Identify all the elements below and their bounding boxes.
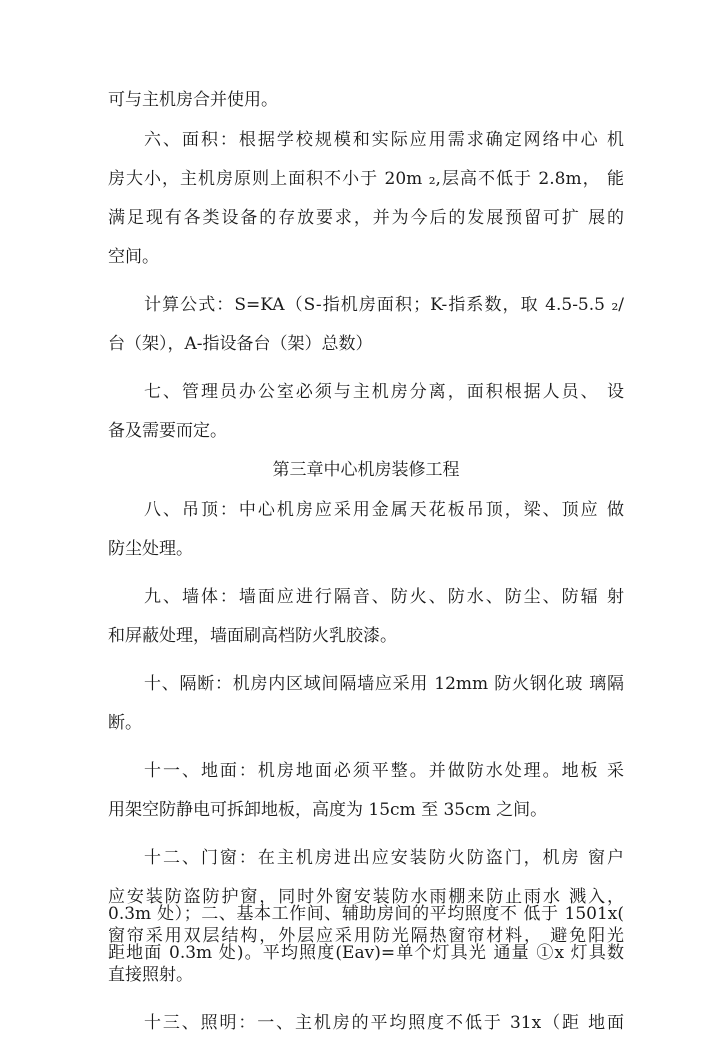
text-line: 满足现有各类设备的存放要求，并为今后的发展预留可扩 展的 bbox=[108, 208, 624, 228]
paragraph-lighting: 十三、照明：一、主机房的平均照度不低于 31x（距 地面 bbox=[144, 1013, 624, 1033]
paragraph-floor: 十一、地面：机房地面必须平整。并做防水处理。地板 采 bbox=[144, 761, 624, 781]
paragraph-ceiling: 八、吊顶：中心机房应采用金属天花板吊顶，梁、顶应 做 bbox=[144, 500, 624, 520]
text-line: 距地面 0.3m 处)。平均照度(Eav)=单个灯具光 通量 ①x 灯具数 bbox=[108, 943, 624, 963]
text-line: 0.3m 处）；二、基本工作间、辅助房间的平均照度不 低于 1501x( bbox=[108, 904, 624, 924]
paragraph-formula: 计算公式：S=KA（S-指机房面积；K-指系数，取 4.5-5.5 ₂/ bbox=[144, 295, 624, 315]
text-line: 窗帘采用双层结构，外层应采用防光隔热窗帘材料， 避免阳光 bbox=[108, 926, 624, 946]
text-line: 台（架），A-指设备台（架）总数） bbox=[108, 334, 373, 354]
text-line: 可与主机房合并使用。 bbox=[108, 90, 278, 110]
paragraph-wall: 九、墙体：墙面应进行隔音、防火、防水、防尘、防辐 射 bbox=[144, 587, 624, 607]
chapter-heading: 第三章中心机房装修工程 bbox=[272, 460, 460, 480]
text-line: 用架空防静电可拆卸地板，高度为 15cm 至 35cm 之间。 bbox=[108, 800, 548, 820]
paragraph-area: 六、面积：根据学校规模和实际应用需求确定网络中心 机 bbox=[144, 130, 624, 150]
text-line: 直接照射。 bbox=[108, 965, 193, 985]
text-line: 断。 bbox=[108, 713, 142, 733]
paragraph-admin-office: 七、管理员办公室必须与主机房分离，面积根据人员、 设 bbox=[144, 382, 624, 402]
text-line: 和屏蔽处理，墙面刷高档防火乳胶漆。 bbox=[108, 626, 397, 646]
text-line: 空间。 bbox=[108, 247, 159, 267]
text-line: 应安装防盗防护窗，同时外窗安装防水雨棚来防止雨水 溅入， bbox=[108, 887, 624, 907]
text-line: 防尘处理。 bbox=[108, 539, 193, 559]
text-line: 备及需要而定。 bbox=[108, 421, 227, 441]
text-line: 房大小，主机房原则上面积不小于 20m ₂,层高不低于 2.8m， 能 bbox=[108, 169, 624, 189]
paragraph-doors-windows: 十二、门窗：在主机房进出应安装防火防盗门，机房 窗户 bbox=[144, 848, 624, 868]
paragraph-partition: 十、隔断：机房内区域间隔墙应采用 12mm 防火钢化玻 璃隔 bbox=[144, 674, 624, 694]
